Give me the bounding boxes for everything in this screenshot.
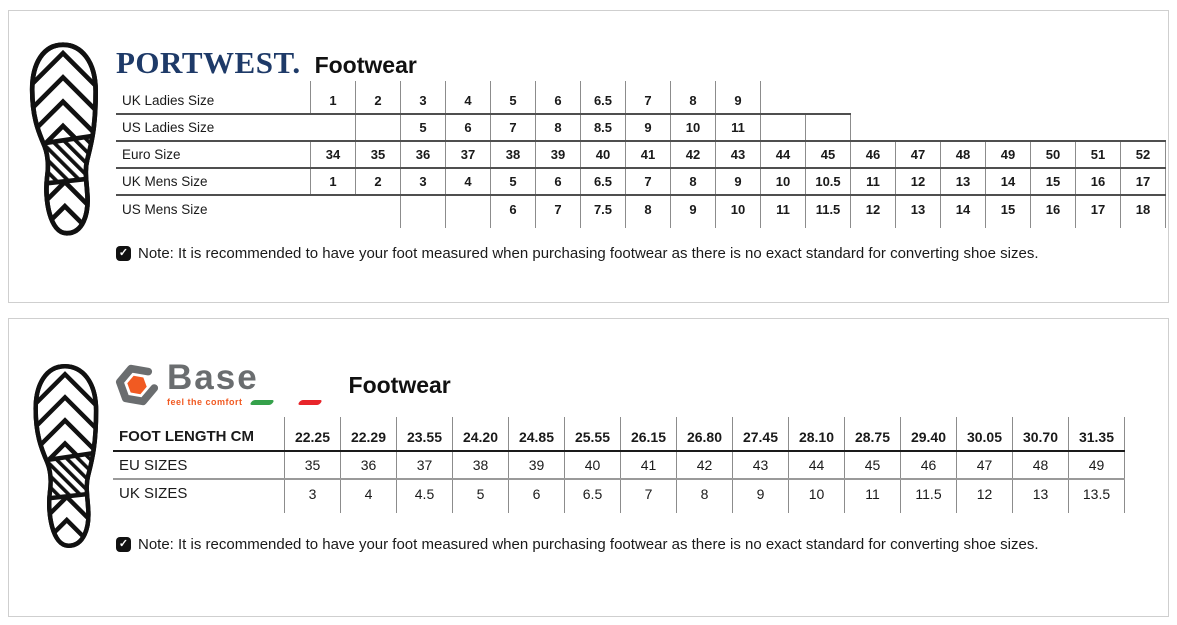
size-cell: 30.70 [1013, 423, 1069, 451]
size-cell: 52 [1121, 141, 1166, 168]
size-cell: 45 [806, 141, 851, 168]
size-cell: 30.05 [957, 423, 1013, 451]
size-cell: 31.35 [1069, 423, 1125, 451]
size-cell [356, 114, 401, 141]
size-cell: 11.5 [901, 479, 957, 507]
flag-red-swoosh [297, 400, 323, 405]
table-row [116, 195, 1166, 222]
size-cell: 5 [453, 479, 509, 507]
base-wordmark [167, 358, 321, 407]
portwest-size-table [116, 81, 1166, 228]
size-cell: 28.10 [789, 423, 845, 451]
size-cell: 15 [986, 195, 1031, 222]
size-cell [311, 114, 356, 141]
boot-print-icon [21, 39, 105, 239]
size-cell: 29.40 [901, 423, 957, 451]
size-cell: 13 [1013, 479, 1069, 507]
size-cell: 17 [1121, 168, 1166, 195]
panel-title: Footwear [314, 52, 417, 78]
size-cell: 35 [285, 451, 341, 479]
table-row [113, 451, 1125, 479]
size-cell: 46 [901, 451, 957, 479]
table-row [116, 114, 1166, 141]
size-cell: 8 [677, 479, 733, 507]
size-cell: 11 [716, 114, 761, 141]
size-cell: 5 [491, 87, 536, 114]
size-cell: 14 [986, 168, 1031, 195]
size-cell: 9 [671, 195, 716, 222]
table-row [116, 87, 1166, 114]
size-cell: 48 [1013, 451, 1069, 479]
size-cell: 9 [626, 114, 671, 141]
size-cell: 37 [446, 141, 491, 168]
size-cell: 7 [626, 87, 671, 114]
portwest-header [116, 45, 417, 81]
size-cell: 34 [311, 141, 356, 168]
size-cell: 44 [789, 451, 845, 479]
table-row [113, 479, 1125, 507]
base-size-table [113, 417, 1125, 513]
table-row [116, 168, 1166, 195]
size-cell: 2 [356, 87, 401, 114]
size-cell: 9 [716, 87, 761, 114]
note-text: Note: It is recommended to have your foot measured when purchasing footwear as there is no exact standard for converting shoe sizes. [138, 536, 1039, 553]
size-cell: 7 [491, 114, 536, 141]
size-cell: 5 [401, 114, 446, 141]
size-cell: 41 [621, 451, 677, 479]
size-cell: 11.5 [806, 195, 851, 222]
panel-title: Footwear [348, 372, 451, 398]
stub-row [116, 222, 1166, 228]
size-cell: 11 [845, 479, 901, 507]
size-cell: 6.5 [565, 479, 621, 507]
row-label: UK Mens Size [116, 168, 311, 195]
size-cell: 3 [401, 168, 446, 195]
row-label: EU SIZES [113, 451, 285, 479]
checked-note-icon: ✓ [116, 246, 131, 261]
size-cell: 6 [536, 168, 581, 195]
size-grid [116, 81, 1166, 228]
size-cell: 26.80 [677, 423, 733, 451]
size-cell: 48 [941, 141, 986, 168]
base-panel [8, 318, 1169, 617]
note-text: Note: It is recommended to have your foot measured when purchasing footwear as there is no exact standard for converting shoe sizes. [138, 245, 1039, 262]
size-cell: 12 [851, 195, 896, 222]
size-cell: 24.20 [453, 423, 509, 451]
size-cell: 13.5 [1069, 479, 1125, 507]
size-cell: 7 [621, 479, 677, 507]
size-cell: 6 [491, 195, 536, 222]
size-cell [806, 114, 851, 141]
size-cell: 17 [1076, 195, 1121, 222]
size-cell: 6 [536, 87, 581, 114]
size-cell: 10 [716, 195, 761, 222]
table-row [116, 141, 1166, 168]
size-cell: 6.5 [581, 168, 626, 195]
size-cell [446, 195, 491, 222]
row-label: FOOT LENGTH CM [113, 423, 285, 451]
size-cell: 27.45 [733, 423, 789, 451]
size-cell: 42 [677, 451, 733, 479]
size-cell: 8 [671, 168, 716, 195]
size-cell: 1 [311, 168, 356, 195]
size-cell: 7 [626, 168, 671, 195]
size-cell: 46 [851, 141, 896, 168]
size-cell: 41 [626, 141, 671, 168]
size-cell: 39 [536, 141, 581, 168]
size-cell: 11 [851, 168, 896, 195]
size-cell: 10 [761, 168, 806, 195]
base-tagline-row [167, 397, 321, 407]
size-cell: 16 [1031, 195, 1076, 222]
size-cell: 12 [896, 168, 941, 195]
size-cell: 16 [1076, 168, 1121, 195]
size-cell: 42 [671, 141, 716, 168]
size-cell: 22.25 [285, 423, 341, 451]
size-cell: 49 [986, 141, 1031, 168]
note [116, 536, 1038, 553]
size-cell: 36 [341, 451, 397, 479]
size-cell: 10 [789, 479, 845, 507]
size-cell: 43 [716, 141, 761, 168]
size-cell [401, 195, 446, 222]
size-cell: 37 [397, 451, 453, 479]
row-label: UK Ladies Size [116, 87, 311, 114]
stub-row [113, 507, 1125, 513]
size-cell: 8.5 [581, 114, 626, 141]
table-row [113, 423, 1125, 451]
size-cell: 38 [453, 451, 509, 479]
row-label: US Ladies Size [116, 114, 311, 141]
size-cell: 6 [446, 114, 491, 141]
base-logo-text: Base [167, 358, 259, 397]
size-cell: 14 [941, 195, 986, 222]
size-cell: 6.5 [581, 87, 626, 114]
size-cell: 15 [1031, 168, 1076, 195]
portwest-panel [8, 10, 1169, 303]
size-cell: 9 [716, 168, 761, 195]
flag-green-swoosh [249, 400, 275, 405]
base-header [113, 358, 451, 409]
row-label: UK SIZES [113, 479, 285, 507]
size-cell: 43 [733, 451, 789, 479]
size-cell: 10.5 [806, 168, 851, 195]
portwest-logo: PORTWEST. [116, 45, 301, 80]
size-cell: 7 [536, 195, 581, 222]
hex-nut-icon [113, 361, 161, 409]
size-cell: 7.5 [581, 195, 626, 222]
row-label: Euro Size [116, 141, 311, 168]
size-cell: 47 [957, 451, 1013, 479]
size-cell: 4 [446, 87, 491, 114]
size-cell: 11 [761, 195, 806, 222]
base-tagline: feel the comfort [167, 397, 243, 407]
size-cell: 18 [1121, 195, 1166, 222]
size-cell: 40 [565, 451, 621, 479]
size-cell: 4.5 [397, 479, 453, 507]
size-cell: 23.55 [397, 423, 453, 451]
size-cell: 8 [536, 114, 581, 141]
size-cell: 36 [401, 141, 446, 168]
size-cell: 24.85 [509, 423, 565, 451]
size-cell: 44 [761, 141, 806, 168]
size-cell: 40 [581, 141, 626, 168]
size-cell: 2 [356, 168, 401, 195]
size-cell: 3 [285, 479, 341, 507]
size-cell: 39 [509, 451, 565, 479]
size-cell: 22.29 [341, 423, 397, 451]
size-cell: 8 [626, 195, 671, 222]
checked-note-icon: ✓ [116, 537, 131, 552]
size-cell: 13 [896, 195, 941, 222]
size-cell: 49 [1069, 451, 1125, 479]
size-cell: 9 [733, 479, 789, 507]
size-cell [761, 114, 806, 141]
size-cell: 51 [1076, 141, 1121, 168]
size-cell: 25.55 [565, 423, 621, 451]
size-cell: 3 [401, 87, 446, 114]
note [116, 245, 1038, 262]
size-cell: 50 [1031, 141, 1076, 168]
boot-print-icon [25, 361, 105, 551]
size-cell: 26.15 [621, 423, 677, 451]
size-cell: 8 [671, 87, 716, 114]
size-cell: 6 [509, 479, 565, 507]
size-cell: 35 [356, 141, 401, 168]
size-cell: 12 [957, 479, 1013, 507]
size-cell: 13 [941, 168, 986, 195]
size-cell: 45 [845, 451, 901, 479]
row-label: US Mens Size [116, 195, 311, 222]
size-cell: 4 [446, 168, 491, 195]
size-cell: 47 [896, 141, 941, 168]
size-cell: 1 [311, 87, 356, 114]
size-cell: 28.75 [845, 423, 901, 451]
size-cell: 10 [671, 114, 716, 141]
size-grid [113, 417, 1125, 513]
size-cell: 4 [341, 479, 397, 507]
size-cell: 38 [491, 141, 536, 168]
size-cell: 5 [491, 168, 536, 195]
